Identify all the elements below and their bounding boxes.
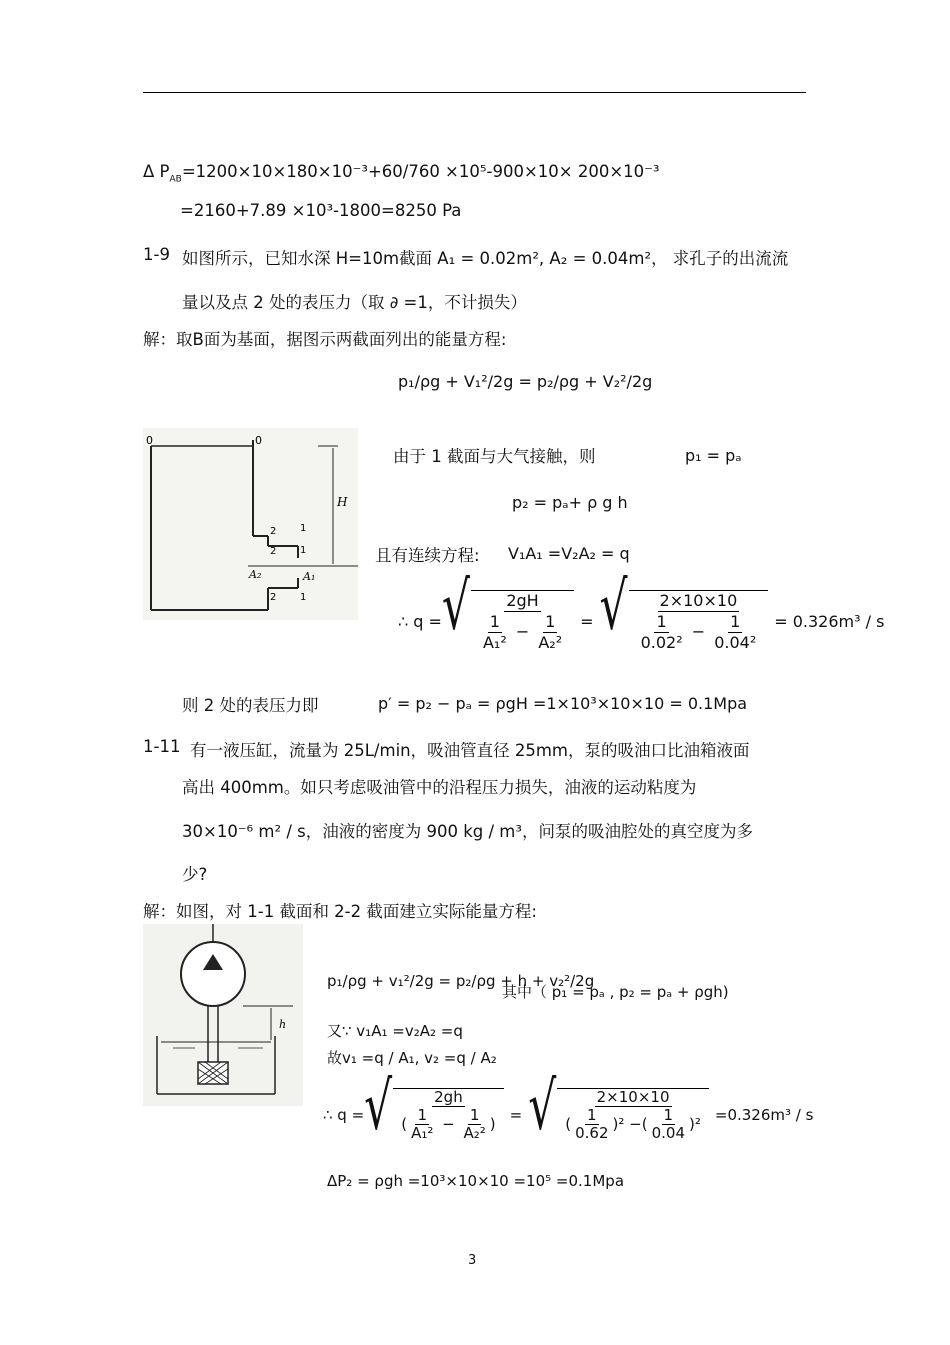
fig1-label-0: 0 <box>146 434 153 447</box>
p111-therefore-text: 故v₁ =q / A₁, v₂ =q / A₂ <box>327 1049 497 1067</box>
eq-dpab-line2: =2160+7.89 ×10³-1800=8250 Pa <box>180 201 462 220</box>
p111-solution-intro: 解：如图，对 1-1 截面和 2-2 截面建立实际能量方程: <box>143 902 537 921</box>
fig1-label-2b: 2 <box>270 546 277 557</box>
p19-q-formula: ∴ q = √ 2gH $\frac{1}{\text{A₁²}}$ − $\frac{1}{\text{A₂²}}$ = √ 2×10×10 $\frac{1}{\text{0.02²}}$ − $\frac{1}{\text{0.04²}}$ = 0.326m³ / s <box>398 568 885 652</box>
fig1-label-A2: A₂ <box>249 568 262 581</box>
fig1-label-1c: 1 <box>300 592 307 603</box>
fig1-label-2c: 2 <box>270 592 277 603</box>
fig1-label-1a: 1 <box>300 523 307 534</box>
p19-number: 1-9 <box>143 245 170 264</box>
p111-also-text: 又∵ v₁A₁ =v₂A₂ =q <box>327 1022 463 1040</box>
p19-gauge-eq: p′ = p₂ − pₐ = ρgH =1×10³×10×10 = 0.1Mpa <box>378 694 748 713</box>
eq-dpab-line1: Δ $P_{AB}=1200\times 10\times 180\times 10^{-3}+60/760 \times 10^5-900\times 10\times 200\times 10^{-3}$ <box>143 162 660 185</box>
p111-text3: 30×10⁻⁶ m² / s，油液的密度为 900 kg / m³，问泵的吸油腔处的真空度为多 <box>182 822 753 841</box>
fig1-label-H: H <box>337 495 348 509</box>
fig1-label-0b: 0 <box>255 434 262 447</box>
p111-q-result: =0.326m³ / s <box>714 1106 814 1124</box>
p111-text1: 有一液压缸，流量为 25L/min，吸油管直径 25mm，泵的吸油口比油箱液面 <box>190 741 750 760</box>
p111-energy-eq: p₁/ρg + v₁²/2g = p₂/ρg + h + v₂²/2g <box>327 972 595 990</box>
p19-p2-eq: p₂ = pₐ+ ρ g h <box>512 493 628 512</box>
p19-q-result: = 0.326m³ / s <box>774 612 885 631</box>
p111-text4: 少? <box>182 865 208 884</box>
fig2-label-h: h <box>279 1018 287 1031</box>
p19-contact-text: 由于 1 截面与大气接触，则 <box>393 447 596 466</box>
p19-energy-eq: p₁/ρg + V₁²/2g = p₂/ρg + V₂²/2g <box>398 372 653 391</box>
fig1-label-A1: A₁ <box>303 570 316 583</box>
p19-text2: 量以及点 2 处的表压力（取 ∂ =1，不计损失） <box>182 293 527 312</box>
p19-continuity-label: 且有连续方程: <box>375 546 480 565</box>
p111-text2: 高出 400mm。如只考虑吸油管中的沿程压力损失，油液的运动粘度为 <box>182 778 697 797</box>
page-number: 3 <box>468 1253 477 1268</box>
figure-orifice-tank <box>143 428 358 620</box>
fig1-label-2a: 2 <box>270 526 277 537</box>
p111-number: 1-11 <box>143 737 181 756</box>
p111-dp-eq: ΔP₂ = ρgh =10³×10×10 =10⁵ =0.1Mpa <box>327 1172 625 1190</box>
p19-solution-intro: 解：取B面为基面，据图示两截面列出的能量方程: <box>143 330 507 349</box>
p111-q-formula: ∴ q = √ 2gh ( $\frac{1}{\text{A₁²}}$ − $\frac{1}{\text{A₂²}}$ ) = √ 2×10×10 ( $\frac{1}{0.62}$ )² −( $\frac{1}{0.04}$ )² =0.326m³ / s <box>323 1068 814 1145</box>
p19-p1-eq: p₁ = pₐ <box>685 446 742 465</box>
header-rule <box>143 92 806 93</box>
figure-pump-tank <box>143 924 303 1106</box>
p19-gauge-label: 则 2 处的表压力即 <box>182 696 319 715</box>
p111-where-text: 其中（ p₁ = pₐ , p₂ = pₐ + ρgh) <box>502 983 729 1001</box>
fig1-label-1b: 1 <box>300 545 307 556</box>
p19-text1: 如图所示，已知水深 H=10m截面 A₁ = 0.02m², A₂ = 0.04m²， 求孔子的出流流 <box>182 249 789 268</box>
p19-continuity-eq: V₁A₁ =V₂A₂ = q <box>508 544 630 563</box>
